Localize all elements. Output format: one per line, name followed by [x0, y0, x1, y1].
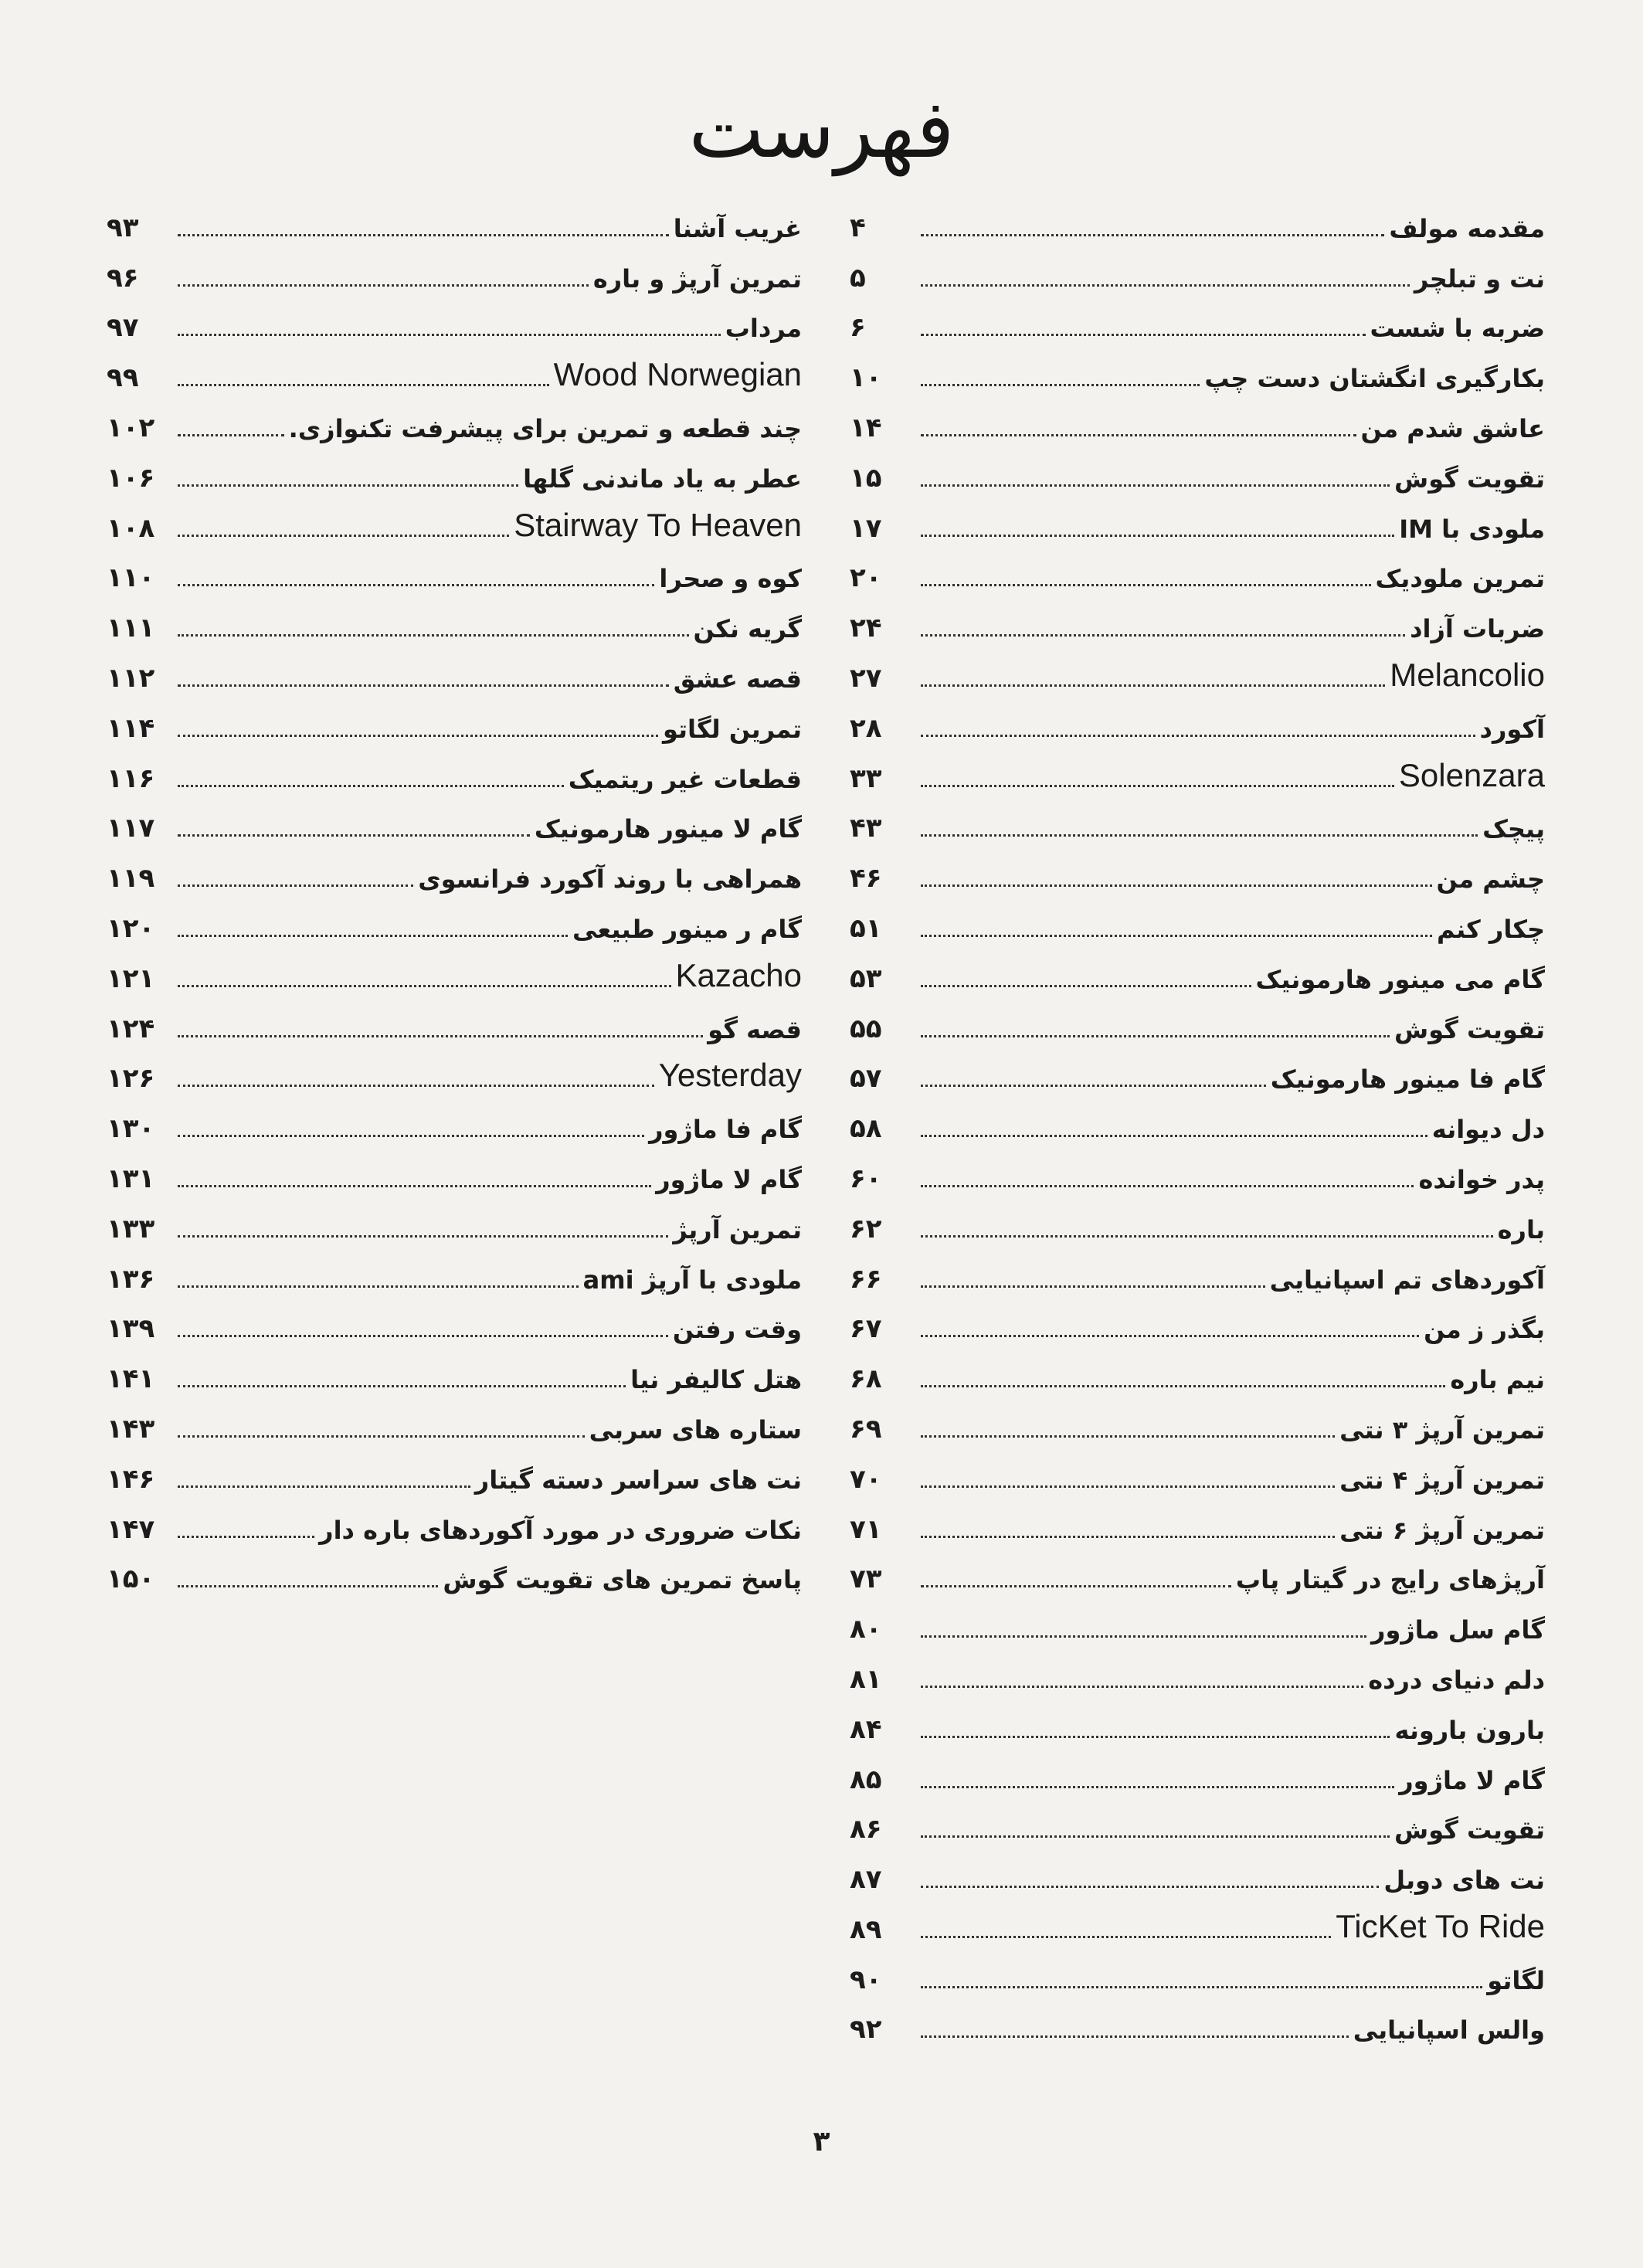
toc-entry-page: ۱۱۹	[107, 863, 155, 895]
dot-leader	[921, 884, 1432, 887]
toc-entry-title: Solenzara	[1398, 756, 1545, 793]
dot-leader	[921, 1135, 1427, 1137]
toc-entry	[107, 300, 802, 350]
dot-leader	[178, 834, 530, 837]
toc-entry-title: قطعات غیر ریتمیک	[568, 764, 802, 794]
toc-entry-title: قصه عشق	[673, 664, 802, 694]
toc-entry-page: ۵	[850, 262, 866, 294]
toc-entry-page: ۱۲۶	[107, 1063, 155, 1095]
toc-entry-page: ۵۳	[850, 963, 882, 994]
page-number: ۳	[813, 2126, 830, 2158]
dot-leader	[178, 1435, 585, 1438]
dot-leader	[921, 935, 1432, 937]
toc-entry-page: ۳۳	[850, 762, 882, 794]
toc-entry	[107, 1051, 802, 1101]
toc-entry-page: ۱۱۱	[107, 613, 155, 644]
toc-entry-title: تمرین ملودیک	[1375, 564, 1545, 594]
toc-entry-title: Melancolio	[1390, 656, 1545, 693]
toc-entry-title: ضربه با شست	[1370, 314, 1545, 344]
toc-entry-title: گام می مینور هارمونیک	[1255, 964, 1545, 994]
toc-entry	[850, 1951, 1545, 2001]
toc-entry-page: ۱۰۶	[107, 462, 155, 494]
dot-leader	[921, 434, 1356, 436]
dot-leader	[178, 484, 518, 487]
toc-entry-title: تمرین لگاتو	[662, 714, 802, 744]
dot-leader	[921, 284, 1410, 287]
dot-leader	[178, 1335, 668, 1337]
toc-entry-title: ستاره های سربی	[589, 1414, 802, 1445]
dot-leader	[921, 1786, 1394, 1788]
toc-entry-page: ۹۰	[850, 1964, 882, 1995]
toc-left-column	[107, 199, 802, 1601]
toc-entry-page: ۶۷	[850, 1313, 882, 1345]
toc-entry	[107, 950, 802, 1000]
dot-leader	[921, 1936, 1331, 1938]
toc-entry-title: دلم دنیای درده	[1368, 1665, 1545, 1695]
toc-entry-page: ۱۱۷	[107, 813, 155, 844]
toc-entry-page: ۹۲	[850, 2014, 882, 2046]
toc-entry-page: ۲۰	[850, 562, 882, 594]
toc-entry-page: ۱۱۶	[107, 762, 155, 794]
toc-entry-page: ۶۲	[850, 1213, 882, 1244]
dot-leader	[921, 334, 1366, 336]
toc-entry-title: همراهی با روند آکورد فرانسوی	[418, 864, 802, 895]
dot-leader	[921, 584, 1371, 586]
toc-entry	[107, 450, 802, 500]
toc-entry-title: تمرین آرپژ و باره	[592, 263, 802, 294]
toc-entry	[107, 700, 802, 750]
toc-entry-page: ۶	[850, 312, 866, 344]
toc-entry-title: پدر خوانده	[1418, 1164, 1545, 1194]
dot-leader	[178, 334, 721, 336]
toc-right-column	[850, 199, 1545, 2051]
toc-entry	[850, 1801, 1545, 1852]
dot-leader	[178, 884, 413, 887]
dot-leader	[921, 834, 1478, 837]
dot-leader	[921, 234, 1384, 236]
dot-leader	[921, 535, 1394, 537]
dot-leader	[178, 384, 549, 386]
toc-entry-page: ۲۷	[850, 662, 882, 694]
toc-entry	[107, 349, 802, 399]
toc-entry-title: تمرین آرپژ	[673, 1214, 802, 1244]
toc-entry-page: ۱۳۳	[107, 1213, 155, 1244]
toc-entry-title: چکار کنم	[1436, 914, 1545, 944]
dot-leader	[921, 1185, 1414, 1187]
dot-leader	[921, 2035, 1349, 2038]
toc-entry	[107, 1150, 802, 1200]
toc-entry-page: ۸۷	[850, 1864, 882, 1896]
toc-entry-page: ۲۴	[850, 613, 882, 644]
toc-entry-title: لگاتو	[1487, 1965, 1545, 1995]
dot-leader	[178, 1536, 314, 1538]
toc-entry-title: کوه و صحرا	[659, 564, 802, 594]
toc-entry	[850, 1150, 1545, 1200]
toc-entry	[107, 1000, 802, 1051]
toc-entry	[850, 399, 1545, 450]
dot-leader	[178, 935, 568, 937]
toc-entry-page: ۱۳۹	[107, 1313, 155, 1345]
dot-leader	[178, 1385, 626, 1387]
dot-leader	[178, 684, 669, 687]
toc-entry	[850, 1401, 1545, 1451]
toc-entry-page: ۴	[850, 212, 866, 243]
dot-leader	[921, 785, 1394, 787]
toc-entry	[850, 1100, 1545, 1150]
toc-entry	[850, 599, 1545, 650]
toc-entry-title: تمرین آرپژ ۶ نتی	[1339, 1515, 1545, 1545]
toc-entry-page: ۱۴۷	[107, 1513, 155, 1545]
toc-entry-title: گام لا ماژور	[656, 1164, 802, 1194]
dot-leader	[178, 535, 509, 537]
toc-entry	[850, 1000, 1545, 1051]
toc-entry-title: چشم من	[1436, 864, 1545, 895]
toc-entry-page: ۴۶	[850, 863, 882, 895]
dot-leader	[921, 1085, 1266, 1087]
toc-entry	[107, 550, 802, 600]
dot-leader	[921, 1686, 1363, 1688]
dot-leader	[921, 1635, 1366, 1638]
toc-entry	[107, 250, 802, 300]
dot-leader	[921, 1736, 1390, 1738]
toc-entry	[107, 1200, 802, 1251]
toc-entry-page: ۶۸	[850, 1363, 882, 1395]
toc-entry-title: گریه نکن	[693, 614, 802, 644]
toc-entry-page: ۸۱	[850, 1663, 882, 1695]
toc-entry-page: ۱۰	[850, 362, 882, 394]
toc-entry-title: آرپژهای رایج در گیتار پاپ	[1235, 1565, 1545, 1595]
toc-entry-page: ۸۹	[850, 1913, 882, 1945]
dot-leader	[921, 1035, 1390, 1037]
toc-entry	[850, 250, 1545, 300]
toc-entry-title: غریب آشنا	[673, 213, 802, 243]
dot-leader	[921, 735, 1475, 737]
toc-entry	[850, 800, 1545, 850]
toc-entry-title: Kazacho	[675, 956, 802, 993]
toc-entry-title: نت های دوبل	[1383, 1866, 1545, 1896]
toc-entry	[107, 1551, 802, 1601]
toc-entry-title: عاشق شدم من	[1360, 413, 1545, 443]
toc-entry-title: Yesterday	[658, 1057, 802, 1094]
dot-leader	[921, 1835, 1390, 1838]
toc-entry	[850, 700, 1545, 750]
toc-entry	[107, 500, 802, 550]
toc-entry-title: تقویت گوش	[1394, 463, 1545, 494]
dot-leader	[921, 684, 1385, 687]
toc-entry	[850, 1051, 1545, 1101]
toc-entry-page: ۱۲۴	[107, 1013, 155, 1044]
toc-entry	[107, 1501, 802, 1551]
toc-entry-title: مرداب	[725, 314, 802, 344]
dot-leader	[178, 985, 671, 987]
toc-entry-page: ۶۹	[850, 1413, 882, 1445]
toc-entry-title: گام فا ماژور	[649, 1115, 802, 1145]
toc-entry	[850, 1251, 1545, 1301]
toc-entry-page: ۹۳	[107, 212, 139, 243]
toc-entry	[850, 2001, 1545, 2052]
toc-entry	[107, 599, 802, 650]
toc-entry-page: ۱۲۱	[107, 963, 155, 994]
toc-entry-title: گام لا ماژور	[1399, 1765, 1545, 1795]
dot-leader	[178, 1085, 654, 1087]
toc-entry-page: ۱۰۲	[107, 412, 155, 443]
toc-entry	[107, 800, 802, 850]
toc-entry-title: مقدمه مولف	[1389, 213, 1545, 243]
toc-entry-title: تقویت گوش	[1394, 1815, 1545, 1845]
toc-entry-page: ۱۴۱	[107, 1363, 155, 1395]
dot-leader	[178, 1185, 651, 1187]
dot-leader	[921, 1285, 1265, 1288]
toc-entry-title: باره	[1497, 1214, 1545, 1244]
toc-entry	[850, 1701, 1545, 1751]
toc-entry	[850, 650, 1545, 700]
toc-entry-title: قصه گو	[708, 1014, 802, 1044]
toc-entry-page: ۵۸	[850, 1113, 882, 1145]
toc-entry	[107, 1251, 802, 1301]
toc-entry-page: ۱۳۱	[107, 1163, 155, 1194]
toc-entry-title: نت های سراسر دسته گیتار	[474, 1465, 802, 1495]
toc-entry-title: گام فا مینور هارمونیک	[1270, 1064, 1545, 1095]
toc-entry-page: ۱۱۰	[107, 562, 155, 594]
toc-entry-page: ۵۷	[850, 1063, 882, 1095]
toc-entry	[850, 1350, 1545, 1401]
toc-entry	[850, 500, 1545, 550]
toc-entry	[850, 1651, 1545, 1701]
toc-entry-page: ۱۳۶	[107, 1263, 155, 1295]
toc-entry-page: ۶۶	[850, 1263, 882, 1295]
toc-entry-title: بکارگیری انگشتان دست چپ	[1204, 364, 1545, 394]
toc-entry	[850, 300, 1545, 350]
toc-entry	[107, 850, 802, 900]
toc-entry-page: ۲۸	[850, 712, 882, 744]
dot-leader	[921, 1585, 1231, 1587]
toc-entry-title: Wood Norwegian	[553, 356, 802, 393]
toc-entry-page: ۷۱	[850, 1513, 882, 1545]
toc-entry	[850, 1551, 1545, 1601]
toc-entry-page: ۱۱۲	[107, 662, 155, 694]
toc-entry	[850, 850, 1545, 900]
dot-leader	[178, 634, 689, 637]
toc-entry	[107, 900, 802, 950]
toc-entry-title: بارون بارونه	[1394, 1715, 1545, 1745]
toc-entry-title: گام سل ماژور	[1371, 1615, 1545, 1645]
dot-leader	[178, 735, 658, 737]
dot-leader	[921, 1986, 1482, 1988]
toc-entry	[850, 950, 1545, 1000]
toc-entry	[850, 1301, 1545, 1351]
toc-entry	[107, 1100, 802, 1150]
toc-entry-title: آکوردهای تم اسپانیایی	[1269, 1265, 1545, 1295]
toc-entry-page: ۹۶	[107, 262, 139, 294]
dot-leader	[921, 1886, 1379, 1888]
toc-entry-title: ملودی با IM	[1399, 514, 1545, 544]
dot-leader	[921, 1435, 1335, 1438]
toc-entry-title: چند قطعه و تمرین برای پیشرفت تکنوازی.	[288, 413, 802, 443]
toc-entry-page: ۶۰	[850, 1163, 882, 1194]
toc-entry-title: بگذر ز من	[1424, 1315, 1545, 1345]
toc-entry-title: نت و تبلچر	[1414, 263, 1545, 294]
toc-entry-page: ۱۳۰	[107, 1113, 155, 1145]
toc-entry-page: ۹۹	[107, 362, 139, 394]
toc-entry	[850, 199, 1545, 250]
dot-leader	[178, 584, 654, 586]
dot-leader	[178, 1285, 579, 1288]
toc-entry-page: ۸۴	[850, 1713, 882, 1745]
toc-entry-title: گام لا مینور هارمونیک	[534, 814, 802, 844]
toc-entry	[850, 1851, 1545, 1901]
toc-entry	[850, 550, 1545, 600]
toc-entry	[850, 1200, 1545, 1251]
toc-entry	[850, 1601, 1545, 1651]
toc-entry-title: ملودی با آرپژ ami	[582, 1265, 802, 1295]
dot-leader	[178, 1235, 668, 1238]
dot-leader	[921, 985, 1251, 987]
toc-entry-title: والس اسپانیایی	[1353, 2015, 1545, 2046]
toc-entry	[107, 1350, 802, 1401]
toc-entry-page: ۱۴۶	[107, 1463, 155, 1495]
toc-entry-title: ضربات آزاد	[1410, 614, 1545, 644]
toc-entry-title: پاسخ تمرین های تقویت گوش	[443, 1565, 802, 1595]
dot-leader	[921, 384, 1200, 386]
dot-leader	[178, 1585, 438, 1587]
toc-entry-title: عطر به یاد ماندنی گلها	[523, 463, 802, 494]
toc-entry-title: پیچک	[1482, 814, 1545, 844]
dot-leader	[921, 484, 1390, 487]
toc-entry-page: ۱۲۰	[107, 912, 155, 944]
toc-entry	[850, 349, 1545, 399]
toc-entry-page: ۷۳	[850, 1563, 882, 1595]
toc-entry-title: وقت رفتن	[672, 1315, 802, 1345]
dot-leader	[921, 1485, 1335, 1488]
toc-entry	[850, 1451, 1545, 1501]
toc-entry	[107, 1301, 802, 1351]
toc-entry-title: تمرین آرپژ ۳ نتی	[1339, 1414, 1545, 1445]
toc-entry-page: ۱۷	[850, 512, 882, 544]
dot-leader	[178, 1485, 470, 1488]
dot-leader	[178, 234, 669, 236]
toc-entry-page: ۸۶	[850, 1814, 882, 1845]
toc-entry-page: ۷۰	[850, 1463, 882, 1495]
dot-leader	[178, 1035, 703, 1037]
toc-entry	[107, 1451, 802, 1501]
dot-leader	[178, 1135, 644, 1137]
toc-entry-title: آکورد	[1479, 714, 1545, 744]
toc-entry-page: ۱۴۳	[107, 1413, 155, 1445]
toc-entry	[850, 1751, 1545, 1801]
toc-entry-page: ۱۴	[850, 412, 882, 443]
toc-entry-page: ۱۰۸	[107, 512, 155, 544]
toc-entry	[107, 399, 802, 450]
dot-leader	[921, 1536, 1335, 1538]
toc-entry-page: ۴۳	[850, 813, 882, 844]
dot-leader	[921, 1235, 1493, 1238]
toc-entry-title: TicKet To Ride	[1336, 1907, 1545, 1944]
toc-entry-page: ۸۵	[850, 1764, 882, 1795]
toc-entry	[850, 900, 1545, 950]
toc-entry-title: تقویت گوش	[1394, 1014, 1545, 1044]
toc-entry	[107, 1401, 802, 1451]
toc-entry	[850, 750, 1545, 800]
toc-entry-page: ۱۱۴	[107, 712, 155, 744]
toc-entry-title: نکات ضروری در مورد آکوردهای باره دار	[319, 1515, 802, 1545]
toc-entry	[107, 199, 802, 250]
toc-entry	[107, 650, 802, 700]
toc-entry-page: ۵۱	[850, 912, 882, 944]
toc-entry-page: ۱۵۰	[107, 1563, 155, 1595]
toc-entry-title: Stairway To Heaven	[514, 506, 802, 543]
toc-entry-page: ۹۷	[107, 312, 139, 344]
toc-entry-title: نیم باره	[1450, 1365, 1545, 1395]
toc-entry	[850, 1901, 1545, 1951]
dot-leader	[921, 1335, 1419, 1337]
dot-leader	[178, 284, 589, 287]
dot-leader	[921, 1385, 1445, 1387]
toc-entry-title: هتل کالیفر نیا	[630, 1365, 802, 1395]
dot-leader	[921, 634, 1405, 637]
page-title: فهرست	[688, 81, 955, 176]
dot-leader	[178, 785, 564, 787]
toc-entry	[850, 450, 1545, 500]
toc-entry-title: گام ر مینور طبیعی	[572, 914, 802, 944]
toc-entry-page: ۸۰	[850, 1614, 882, 1645]
dot-leader	[178, 434, 284, 436]
toc-entry-title: دل دیوانه	[1431, 1115, 1545, 1145]
toc-entry-title: تمرین آرپژ ۴ نتی	[1339, 1465, 1545, 1495]
toc-entry-page: ۱۵	[850, 462, 882, 494]
toc-entry	[107, 750, 802, 800]
toc-entry	[850, 1501, 1545, 1551]
toc-entry-page: ۵۵	[850, 1013, 882, 1044]
